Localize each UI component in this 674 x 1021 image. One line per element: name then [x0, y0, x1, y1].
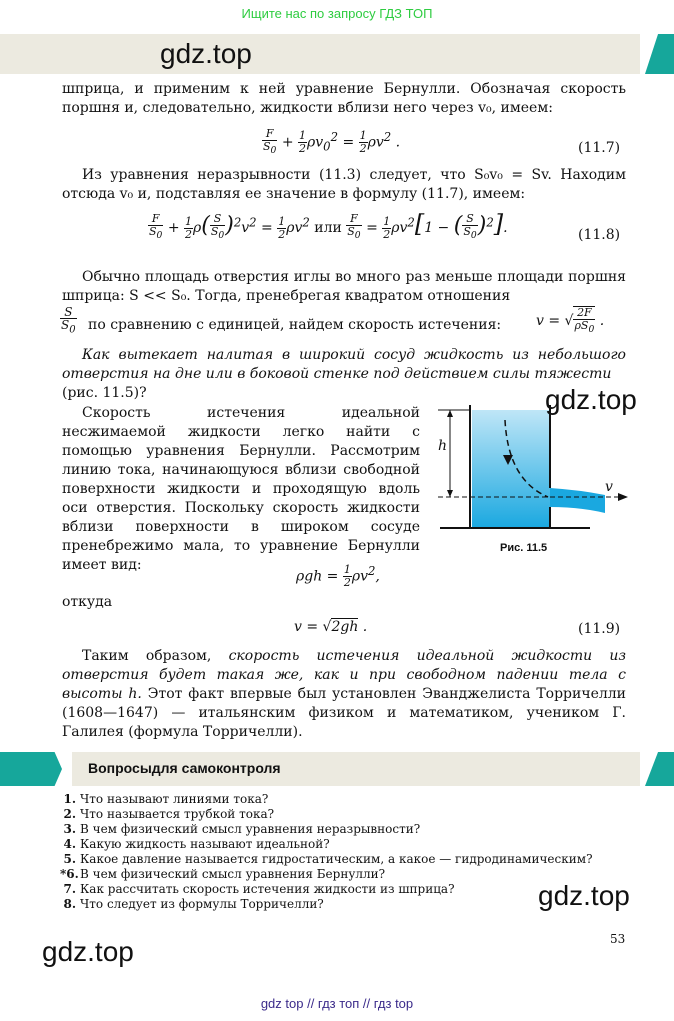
water-jet: [550, 488, 605, 513]
water-body: [472, 410, 550, 528]
height-label: h: [438, 438, 448, 454]
header-band: [0, 34, 640, 74]
equation-11-7: $\frac{F}{S_0}$ + $\frac{1}{2}$ $\rho v_0^2$ = $\frac{1}{2}$ $\rho v^2$ .: [263, 127, 401, 157]
paragraph-5: Скорость истечения идеальной несжимаемой жидкости легко найти с помощью уравнения Бернулли. Рассмотрим линию тока, начинающуюся вблизи свободной поверхности жидкости и проходящую вдоль оси отверстия. Поскольку скорость жидкости вблизи поверхности в широком сосуде пренебрежимо мала, то уравнение Бернулли имеет вид:: [62, 405, 420, 573]
figure-caption: Рис. 11.5: [500, 542, 548, 554]
equation-bernoulli-vessel: ρgh = $\frac{1}{2}$ $\rho v^2$,: [296, 563, 380, 590]
question-item: *6.В чем физический смысл уравнения Бернулли?: [60, 867, 386, 881]
paragraph-1: шприца, и применим к ней уравнение Бернулли. Обозначая скорость поршня и, следовательно, жидкости вблизи него через v₀, имеем:: [62, 81, 626, 116]
question-item: 2. Что называется трубкой тока?: [63, 807, 275, 821]
question-item: 8. Что следует из формулы Торричелли?: [63, 897, 324, 911]
paragraph-3-continuation: по сравнению с единицей, найдем скорость истечения:: [88, 317, 502, 333]
page-number: 53: [610, 932, 626, 946]
equation-11-9: v = √2gh .: [294, 619, 368, 635]
watermark-lower-right: gdz.top: [538, 880, 630, 911]
questions-teal-arrow: [0, 752, 62, 786]
paragraph-4-question: Как вытекает налитая в широкий сосуд жидкость из небольшого отверстия на дне или в боковой стенке под действием силы тяжести: [62, 347, 626, 382]
velocity-label: v: [605, 479, 613, 495]
watermark-figure: gdz.top: [545, 384, 637, 415]
equation-number-11-8: (11.8): [578, 227, 621, 243]
paragraph-3: Обычно площадь отверстия иглы во много раз меньше площади поршня шприца: S << S₀. Тогда, пренебрегая квадратом отношения: [62, 269, 626, 304]
top-banner-link[interactable]: Ищите нас по запросу ГДЗ ТОП: [241, 6, 433, 21]
question-item: 1. Что называют линиями тока?: [63, 792, 269, 806]
header-teal-stripe: [645, 34, 674, 74]
paragraph-4-figure-ref: (рис. 11.5)?: [62, 385, 147, 401]
question-item: 4. Какую жидкость называют идеальной?: [63, 837, 330, 851]
height-arrow-top: [447, 410, 453, 417]
equation-outflow-speed: v = √ $\frac{2F}{\rho S_0}$ .: [536, 306, 605, 336]
question-item: 3. В чем физический смысл уравнения неразрывности?: [63, 822, 421, 836]
equation-number-11-7: (11.7): [578, 140, 621, 156]
question-item: 5. Какое давление называется гидростатическим, а какое — гидродинамическим?: [63, 852, 593, 866]
paragraph-6: откуда: [62, 594, 113, 610]
footer-links[interactable]: gdz top // гдз топ // гдз top: [260, 996, 414, 1011]
paragraph-7-italic: скорость истечения идеальной жидкости из отверстия будет такая же, как и при свободном падении тела с высоты h.: [62, 648, 626, 702]
equation-11-8: $\frac{F}{S_0}$ + $\frac{1}{2}$ ρ( $\frac{S}{S_0}$ )$^2v^2$ = $\frac{1}{2}$ $\rho v^2$ или $\frac{F}{S_0}$ = $\frac{1}{2}$ $\rho v^2[1$ − ( $\frac{S}{S_0}$ )$^2$].: [149, 210, 508, 242]
question-item: 7. Как рассчитать скорость истечения жидкости из шприца?: [63, 882, 455, 896]
ratio-fraction: $\frac{S}{S_0}$: [61, 305, 76, 336]
paragraph-7-history: Этот факт впервые был установлен Эванджелиста Торричелли (1608—1647) — итальянским физиком и математиком, учеником Г. Галилея (формула Торричелли).: [62, 686, 626, 740]
equation-or-word: или: [314, 220, 342, 236]
figure-11-5-vessel: [430, 395, 630, 535]
paragraph-2: Из уравнения неразрывности (11.3) следует, что S₀v₀ = Sv. Находим отсюда v₀ и, подставляя ее значение в формулу (11.7), имеем:: [62, 167, 626, 202]
paragraph-7-intro: Таким образом,: [82, 648, 229, 664]
height-arrow-bottom: [447, 490, 453, 497]
watermark-header: gdz.top: [160, 38, 252, 69]
questions-title: Вопросыдля самоконтроля: [88, 760, 281, 776]
velocity-arrow-head: [618, 493, 628, 501]
equation-number-11-9: (11.9): [578, 621, 621, 637]
watermark-lower-left: gdz.top: [42, 936, 134, 967]
questions-teal-stripe: [645, 752, 674, 786]
paragraph-7: [62, 647, 626, 742]
